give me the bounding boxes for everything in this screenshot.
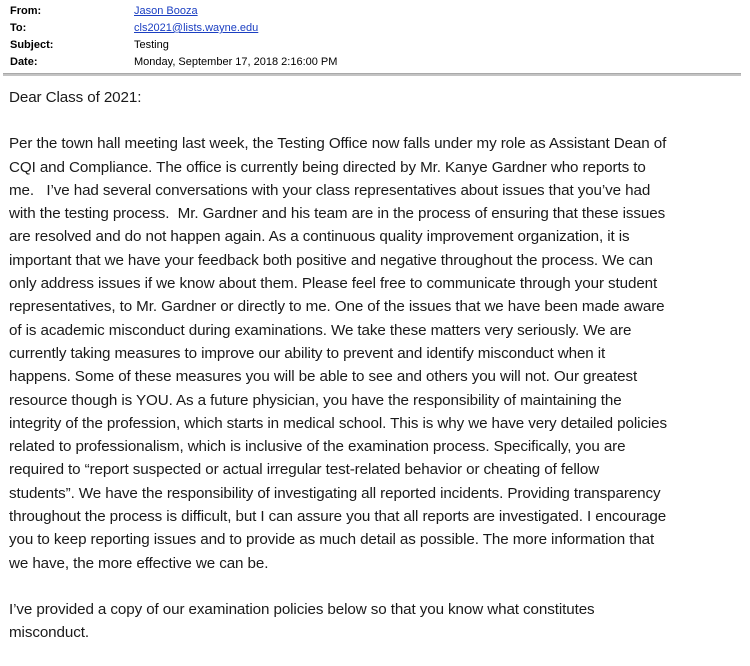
closing-line: misconduct. bbox=[9, 624, 89, 642]
paragraph-spacer bbox=[9, 575, 745, 598]
body-line: of is academic misconduct during examinations. We take these matters very seriously. We are bbox=[9, 321, 632, 339]
body-line: are resolved and do not happen again. As a continuous quality improvement organization, it is bbox=[9, 228, 630, 246]
body-line: me. I’ve had several conversations with your class representatives about issues that you’ve had bbox=[9, 181, 651, 199]
body-line: representatives, to Mr. Gardner or directly to me. One of the issues that we have been made aware bbox=[9, 298, 665, 316]
body-line: Per the town hall meeting last week, the Testing Office now falls under my role as Assistant Dean of bbox=[9, 135, 667, 153]
to-label: To: bbox=[10, 22, 27, 34]
paragraph-spacer bbox=[9, 109, 745, 132]
body-line: with the testing process. Mr. Gardner and his team are in the process of ensuring that these issues bbox=[9, 205, 666, 223]
closing-line: I’ve provided a copy of our examination policies below so that you know what constitutes bbox=[9, 600, 595, 618]
body-line: students”. We have the responsibility of investigating all reported incidents. Providing transparency bbox=[9, 484, 661, 502]
email-body bbox=[9, 86, 745, 645]
body-line: resource though is YOU. As a future physician, you have the responsibility of maintaining the bbox=[9, 391, 622, 409]
body-line: related to professionalism, which is inclusive of the examination process. Specifically, you are bbox=[9, 438, 626, 456]
header-divider bbox=[3, 73, 741, 76]
body-line: we have, the more effective we can be. bbox=[9, 554, 269, 572]
body-line: only address issues if we know about them. Please feel free to communicate through your student bbox=[9, 275, 658, 293]
subject-value: Testing bbox=[134, 39, 169, 51]
body-line: CQI and Compliance. The office is currently being directed by Mr. Kanye Gardner who reports to bbox=[9, 158, 646, 176]
main-paragraph bbox=[9, 132, 745, 575]
sender-name-link[interactable]: Jason Booza bbox=[134, 5, 198, 17]
body-line: currently taking measures to improve our ability to prevent and identify misconduct when it bbox=[9, 344, 606, 362]
greeting: Dear Class of 2021: bbox=[9, 89, 142, 106]
closing-paragraph bbox=[9, 598, 745, 645]
from-label: From: bbox=[10, 5, 42, 17]
body-line: important that we have your feedback both positive and negative throughout the process. We can bbox=[9, 251, 653, 269]
body-line: you to keep reporting issues and to provide as much detail as possible. The more information that bbox=[9, 531, 655, 549]
date-value: Monday, September 17, 2018 2:16:00 PM bbox=[134, 56, 338, 68]
body-line: required to “report suspected or actual irregular test-related behavior or cheating of fellow bbox=[9, 461, 600, 479]
email-header bbox=[0, 0, 750, 76]
body-line: happens. Some of these measures you will be able to see and others you will not. Our greatest bbox=[9, 368, 638, 386]
body-line: throughout the process is difficult, but I can assure you that all reports are investigated. I encourage bbox=[9, 508, 667, 526]
body-line: integrity of the profession, which starts in medical school. This is why we have very detailed policies bbox=[9, 414, 667, 432]
subject-label: Subject: bbox=[10, 39, 54, 51]
recipient-email-link[interactable]: cls2021@lists.wayne.edu bbox=[134, 22, 259, 34]
date-label: Date: bbox=[10, 56, 38, 68]
